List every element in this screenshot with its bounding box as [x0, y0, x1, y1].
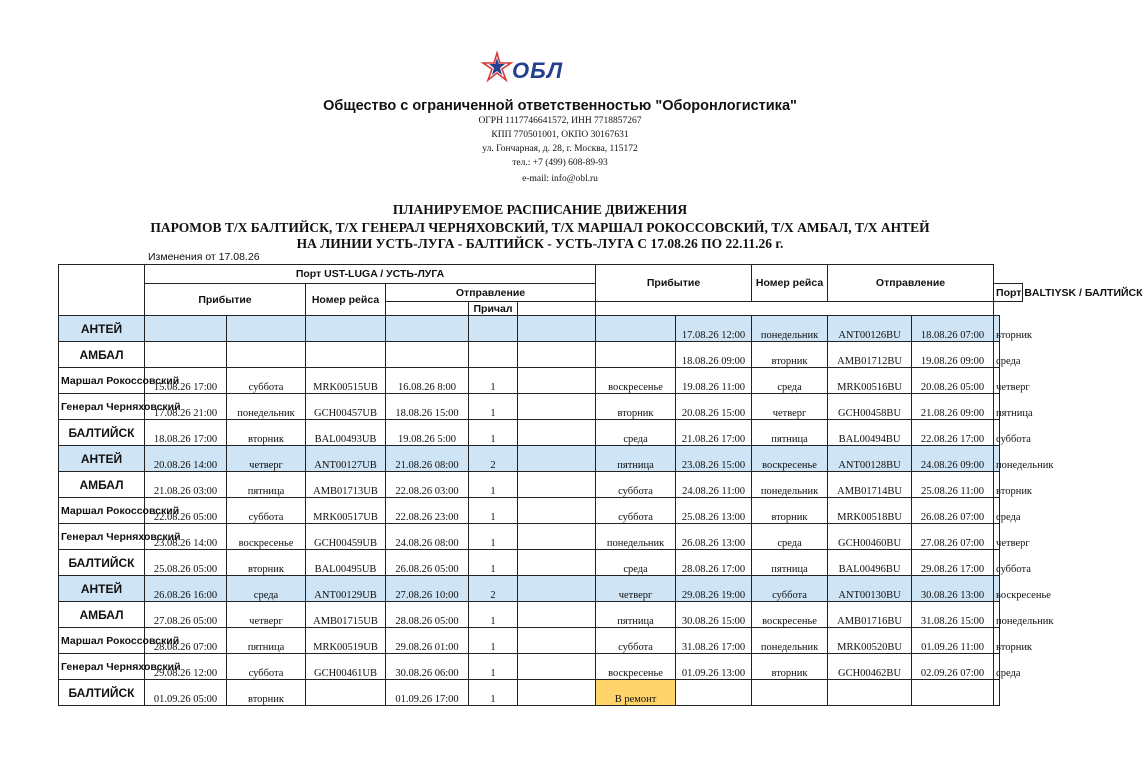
title-line-3: НА ЛИНИИ УСТЬ-ЛУГА - БАЛТИЙСК - УСТЬ-ЛУГА С 17.08.26 ПО 22.11.26 г.	[296, 236, 784, 251]
blank-cell	[518, 680, 596, 706]
arrival-day	[227, 342, 306, 368]
berth: 1	[469, 602, 518, 628]
baltiysk-arrival-day	[752, 680, 828, 706]
baltiysk-departure-datetime: 26.08.26 07:00	[912, 498, 994, 524]
blank-cell	[518, 524, 596, 550]
baltiysk-departure-datetime: 25.08.26 11:00	[912, 472, 994, 498]
baltiysk-voyage-number: AMB01714BU	[828, 472, 912, 498]
arrival-day: пятница	[227, 472, 306, 498]
baltiysk-departure-datetime: 02.09.26 07:00	[912, 654, 994, 680]
ship-name: БАЛТИЙСК	[59, 420, 145, 446]
departure-datetime: 01.09.26 17:00	[386, 680, 469, 706]
baltiysk-voyage-number: ANT00126BU	[828, 316, 912, 342]
baltiysk-departure-day: среда	[994, 342, 1000, 368]
baltiysk-voyage-number: MRK00516BU	[828, 368, 912, 394]
arrival-day: вторник	[227, 680, 306, 706]
arrival-day: воскресенье	[227, 524, 306, 550]
company-phone: тел.: +7 (499) 608-89-93	[512, 158, 608, 168]
baltiysk-departure-day: четверг	[994, 524, 1000, 550]
table-row	[59, 628, 1023, 654]
logo-text: ОБЛ	[512, 58, 564, 83]
departure-datetime: 19.08.26 5:00	[386, 420, 469, 446]
baltiysk-voyage-number: GCH00458BU	[828, 394, 912, 420]
baltiysk-departure-day: пятница	[994, 394, 1000, 420]
arrival-day: суббота	[227, 498, 306, 524]
star-logo-icon	[480, 52, 514, 82]
baltiysk-arrival-day: понедельник	[752, 628, 828, 654]
baltiysk-departure-datetime: 18.08.26 07:00	[912, 316, 994, 342]
ship-name: АНТЕЙ	[59, 446, 145, 472]
schedule-table	[58, 264, 1143, 706]
blank-cell	[518, 446, 596, 472]
table-row	[59, 446, 1023, 472]
berth: 1	[469, 420, 518, 446]
arrival-day: суббота	[227, 654, 306, 680]
arrival-datetime: 01.09.26 05:00	[145, 680, 227, 706]
departure-day: В ремонт	[596, 680, 676, 706]
berth: 1	[469, 498, 518, 524]
baltiysk-departure-day: вторник	[994, 316, 1000, 342]
departure-datetime: 21.08.26 08:00	[386, 446, 469, 472]
baltiysk-arrival-day: воскресенье	[752, 602, 828, 628]
ust-luga-voyage-header: Номер рейса	[306, 284, 386, 316]
ship-name: Маршал Рокоссовский	[59, 628, 145, 654]
baltiysk-arrival-datetime: 17.08.26 12:00	[676, 316, 752, 342]
baltiysk-departure-datetime: 27.08.26 07:00	[912, 524, 994, 550]
baltiysk-departure-datetime: 30.08.26 13:00	[912, 576, 994, 602]
baltiysk-departure-day	[994, 680, 1000, 706]
voyage-number: GCH00461UB	[306, 654, 386, 680]
baltiysk-departure-day: вторник	[994, 628, 1000, 654]
voyage-number: BAL00493UB	[306, 420, 386, 446]
voyage-number	[306, 342, 386, 368]
voyage-number: AMB01713UB	[306, 472, 386, 498]
baltiysk-arrival-day: вторник	[752, 498, 828, 524]
voyage-number: ANT00129UB	[306, 576, 386, 602]
baltiysk-arrival-day: вторник	[752, 654, 828, 680]
baltiysk-departure-header: Отправление	[828, 265, 994, 302]
port-baltiysk-header: Порт BALTIYSK / БАЛТИЙСК	[994, 284, 1023, 302]
ship-name: АМБАЛ	[59, 472, 145, 498]
ship-name: АНТЕЙ	[59, 316, 145, 342]
baltiysk-voyage-number: AMB01716BU	[828, 602, 912, 628]
baltiysk-voyage-number	[828, 680, 912, 706]
voyage-number: GCH00457UB	[306, 394, 386, 420]
baltiysk-voyage-number: GCH00460BU	[828, 524, 912, 550]
baltiysk-departure-datetime: 22.08.26 17:00	[912, 420, 994, 446]
ust-luga-departure-blank	[386, 302, 469, 316]
voyage-number: BAL00495UB	[306, 550, 386, 576]
table-row	[59, 550, 1023, 576]
company-kpp: КПП 770501001, ОКПО 30167631	[491, 130, 629, 140]
voyage-number: GCH00459UB	[306, 524, 386, 550]
baltiysk-arrival-datetime: 23.08.26 15:00	[676, 446, 752, 472]
baltiysk-departure-datetime: 20.08.26 05:00	[912, 368, 994, 394]
arrival-day: четверг	[227, 446, 306, 472]
baltiysk-departure-datetime: 21.08.26 09:00	[912, 394, 994, 420]
arrival-datetime: 23.08.26 14:00	[145, 524, 227, 550]
arrival-datetime: 20.08.26 14:00	[145, 446, 227, 472]
ust-luga-departure-header: Отправление	[386, 284, 596, 302]
arrival-datetime: 26.08.26 16:00	[145, 576, 227, 602]
baltiysk-arrival-header: Прибытие	[596, 265, 752, 302]
departure-day: среда	[596, 550, 676, 576]
arrival-datetime: 27.08.26 05:00	[145, 602, 227, 628]
arrival-day: вторник	[227, 420, 306, 446]
departure-day: пятница	[596, 446, 676, 472]
baltiysk-arrival-datetime	[676, 680, 752, 706]
arrival-datetime	[145, 316, 227, 342]
arrival-datetime: 29.08.26 12:00	[145, 654, 227, 680]
blank-cell	[518, 602, 596, 628]
title-line-2: ПАРОМОВ Т/Х БАЛТИЙСК, Т/Х ГЕНЕРАЛ ЧЕРНЯХОВСКИЙ, Т/Х МАРШАЛ РОКОССОВСКИЙ, Т/Х АМБАЛ, Т/Х АНТЕЙ	[150, 220, 930, 235]
table-row	[59, 472, 1023, 498]
berth: 1	[469, 472, 518, 498]
berth: 1	[469, 524, 518, 550]
departure-datetime: 24.08.26 08:00	[386, 524, 469, 550]
baltiysk-voyage-number: ANT00130BU	[828, 576, 912, 602]
ship-name: АМБАЛ	[59, 602, 145, 628]
baltiysk-arrival-day: суббота	[752, 576, 828, 602]
baltiysk-departure-datetime: 19.08.26 09:00	[912, 342, 994, 368]
arrival-datetime: 28.08.26 07:00	[145, 628, 227, 654]
baltiysk-departure-day: суббота	[994, 550, 1000, 576]
baltiysk-departure-day: суббота	[994, 420, 1000, 446]
blank-cell	[518, 342, 596, 368]
ship-name: Генерал Черняховский	[59, 394, 145, 420]
voyage-number: AMB01715UB	[306, 602, 386, 628]
berth: 2	[469, 446, 518, 472]
arrival-datetime: 15.08.26 17:00	[145, 368, 227, 394]
berth-header: Причал	[469, 302, 518, 316]
arrival-day: пятница	[227, 628, 306, 654]
departure-day: вторник	[596, 394, 676, 420]
departure-day: четверг	[596, 576, 676, 602]
arrival-datetime	[145, 342, 227, 368]
baltiysk-arrival-day: понедельник	[752, 316, 828, 342]
departure-datetime: 22.08.26 03:00	[386, 472, 469, 498]
voyage-number	[306, 680, 386, 706]
ust-luga-departure-day-blank	[518, 302, 596, 316]
departure-datetime: 29.08.26 01:00	[386, 628, 469, 654]
blank-cell	[518, 654, 596, 680]
voyage-number: MRK00519UB	[306, 628, 386, 654]
departure-datetime: 16.08.26 8:00	[386, 368, 469, 394]
baltiysk-arrival-datetime: 26.08.26 13:00	[676, 524, 752, 550]
arrival-datetime: 21.08.26 03:00	[145, 472, 227, 498]
ship-name: Маршал Рокоссовский	[59, 368, 145, 394]
departure-datetime	[386, 342, 469, 368]
table-row	[59, 680, 1023, 706]
arrival-day: среда	[227, 576, 306, 602]
arrival-day: вторник	[227, 550, 306, 576]
baltiysk-departure-day: вторник	[994, 472, 1000, 498]
blank-cell	[518, 628, 596, 654]
departure-day: воскресенье	[596, 368, 676, 394]
baltiysk-arrival-datetime: 29.08.26 19:00	[676, 576, 752, 602]
table-row	[59, 524, 1023, 550]
berth	[469, 342, 518, 368]
table-row	[59, 654, 1023, 680]
baltiysk-arrival-day: четверг	[752, 394, 828, 420]
table-row	[59, 316, 1023, 342]
baltiysk-arrival-datetime: 21.08.26 17:00	[676, 420, 752, 446]
baltiysk-arrival-day: среда	[752, 368, 828, 394]
baltiysk-arrival-datetime: 25.08.26 13:00	[676, 498, 752, 524]
baltiysk-voyage-number: BAL00496BU	[828, 550, 912, 576]
departure-day: воскресенье	[596, 654, 676, 680]
port-ust-luga-header: Порт UST-LUGA / УСТЬ-ЛУГА	[145, 265, 596, 284]
changes-date: Изменения от 17.08.26	[148, 251, 260, 263]
baltiysk-departure-datetime: 31.08.26 15:00	[912, 602, 994, 628]
berth: 1	[469, 680, 518, 706]
baltiysk-departure-day: понедельник	[994, 446, 1000, 472]
ust-luga-arrival-header: Прибытие	[145, 284, 306, 316]
departure-day: суббота	[596, 628, 676, 654]
baltiysk-arrival-datetime: 28.08.26 17:00	[676, 550, 752, 576]
departure-datetime: 22.08.26 23:00	[386, 498, 469, 524]
berth: 1	[469, 368, 518, 394]
blank-cell	[518, 472, 596, 498]
baltiysk-arrival-day: среда	[752, 524, 828, 550]
blank-cell	[518, 316, 596, 342]
departure-datetime: 30.08.26 06:00	[386, 654, 469, 680]
baltiysk-departure-day: воскресенье	[994, 576, 1000, 602]
berth	[469, 316, 518, 342]
table-row	[59, 368, 1023, 394]
baltiysk-departure-day: четверг	[994, 368, 1000, 394]
baltiysk-arrival-datetime: 31.08.26 17:00	[676, 628, 752, 654]
baltiysk-arrival-datetime: 30.08.26 15:00	[676, 602, 752, 628]
berth: 1	[469, 654, 518, 680]
baltiysk-voyage-number: AMB01712BU	[828, 342, 912, 368]
baltiysk-arrival-day: понедельник	[752, 472, 828, 498]
departure-datetime	[386, 316, 469, 342]
baltiysk-voyage-number: MRK00520BU	[828, 628, 912, 654]
arrival-datetime: 25.08.26 05:00	[145, 550, 227, 576]
berth: 2	[469, 576, 518, 602]
company-address: ул. Гончарная, д. 28, г. Москва, 115172	[482, 144, 638, 154]
departure-day: суббота	[596, 498, 676, 524]
baltiysk-departure-day: понедельник	[994, 602, 1000, 628]
departure-datetime: 27.08.26 10:00	[386, 576, 469, 602]
departure-day	[596, 316, 676, 342]
baltiysk-voyage-number: ANT00128BU	[828, 446, 912, 472]
table-row	[59, 342, 1023, 368]
departure-day: суббота	[596, 472, 676, 498]
departure-datetime: 28.08.26 05:00	[386, 602, 469, 628]
departure-day: среда	[596, 420, 676, 446]
baltiysk-arrival-day: воскресенье	[752, 446, 828, 472]
blank-cell	[518, 550, 596, 576]
company-email: e-mail: info@obl.ru	[522, 174, 598, 184]
baltiysk-departure-day: среда	[994, 654, 1000, 680]
company-name: Общество с ограниченной ответственностью "Оборонлогистика"	[323, 98, 797, 114]
table-row	[59, 602, 1023, 628]
ship-name: Генерал Черняховский	[59, 524, 145, 550]
blank-cell	[518, 394, 596, 420]
arrival-day	[227, 316, 306, 342]
ship-name: АМБАЛ	[59, 342, 145, 368]
arrival-day: понедельник	[227, 394, 306, 420]
company-ogrn: ОГРН 1117746641572, ИНН 7718857267	[478, 116, 642, 126]
ship-name: БАЛТИЙСК	[59, 550, 145, 576]
ship-name: Генерал Черняховский	[59, 654, 145, 680]
baltiysk-departure-datetime: 29.08.26 17:00	[912, 550, 994, 576]
ship-name: Маршал Рокоссовский	[59, 498, 145, 524]
ship-name: АНТЕЙ	[59, 576, 145, 602]
baltiysk-subheader-blank	[596, 302, 994, 316]
voyage-number: MRK00517UB	[306, 498, 386, 524]
voyage-number	[306, 316, 386, 342]
baltiysk-arrival-datetime: 24.08.26 11:00	[676, 472, 752, 498]
departure-datetime: 18.08.26 15:00	[386, 394, 469, 420]
arrival-day: четверг	[227, 602, 306, 628]
baltiysk-departure-day: среда	[994, 498, 1000, 524]
baltiysk-arrival-datetime: 19.08.26 11:00	[676, 368, 752, 394]
baltiysk-arrival-day: пятница	[752, 420, 828, 446]
arrival-datetime: 22.08.26 05:00	[145, 498, 227, 524]
arrival-day: суббота	[227, 368, 306, 394]
departure-day: пятница	[596, 602, 676, 628]
ship-header	[59, 265, 145, 316]
baltiysk-departure-datetime: 01.09.26 11:00	[912, 628, 994, 654]
table-row	[59, 394, 1023, 420]
departure-datetime: 26.08.26 05:00	[386, 550, 469, 576]
baltiysk-voyage-number: BAL00494BU	[828, 420, 912, 446]
blank-cell	[518, 498, 596, 524]
blank-cell	[518, 420, 596, 446]
baltiysk-arrival-datetime: 18.08.26 09:00	[676, 342, 752, 368]
baltiysk-departure-datetime	[912, 680, 994, 706]
berth: 1	[469, 394, 518, 420]
voyage-number: MRK00515UB	[306, 368, 386, 394]
arrival-datetime: 17.08.26 21:00	[145, 394, 227, 420]
arrival-datetime: 18.08.26 17:00	[145, 420, 227, 446]
voyage-number: ANT00127UB	[306, 446, 386, 472]
baltiysk-voyage-header: Номер рейса	[752, 265, 828, 302]
baltiysk-arrival-day: вторник	[752, 342, 828, 368]
title-line-1: ПЛАНИРУЕМОЕ РАСПИСАНИЕ ДВИЖЕНИЯ	[392, 202, 688, 217]
ship-name: БАЛТИЙСК	[59, 680, 145, 706]
berth: 1	[469, 628, 518, 654]
baltiysk-arrival-datetime: 20.08.26 15:00	[676, 394, 752, 420]
table-row	[59, 576, 1023, 602]
blank-cell	[518, 576, 596, 602]
baltiysk-voyage-number: MRK00518BU	[828, 498, 912, 524]
company-logo	[480, 52, 590, 82]
departure-day: понедельник	[596, 524, 676, 550]
baltiysk-arrival-day: пятница	[752, 550, 828, 576]
table-row	[59, 420, 1023, 446]
table-row	[59, 498, 1023, 524]
baltiysk-departure-datetime: 24.08.26 09:00	[912, 446, 994, 472]
baltiysk-voyage-number: GCH00462BU	[828, 654, 912, 680]
departure-day	[596, 342, 676, 368]
blank-cell	[518, 368, 596, 394]
berth: 1	[469, 550, 518, 576]
baltiysk-arrival-datetime: 01.09.26 13:00	[676, 654, 752, 680]
